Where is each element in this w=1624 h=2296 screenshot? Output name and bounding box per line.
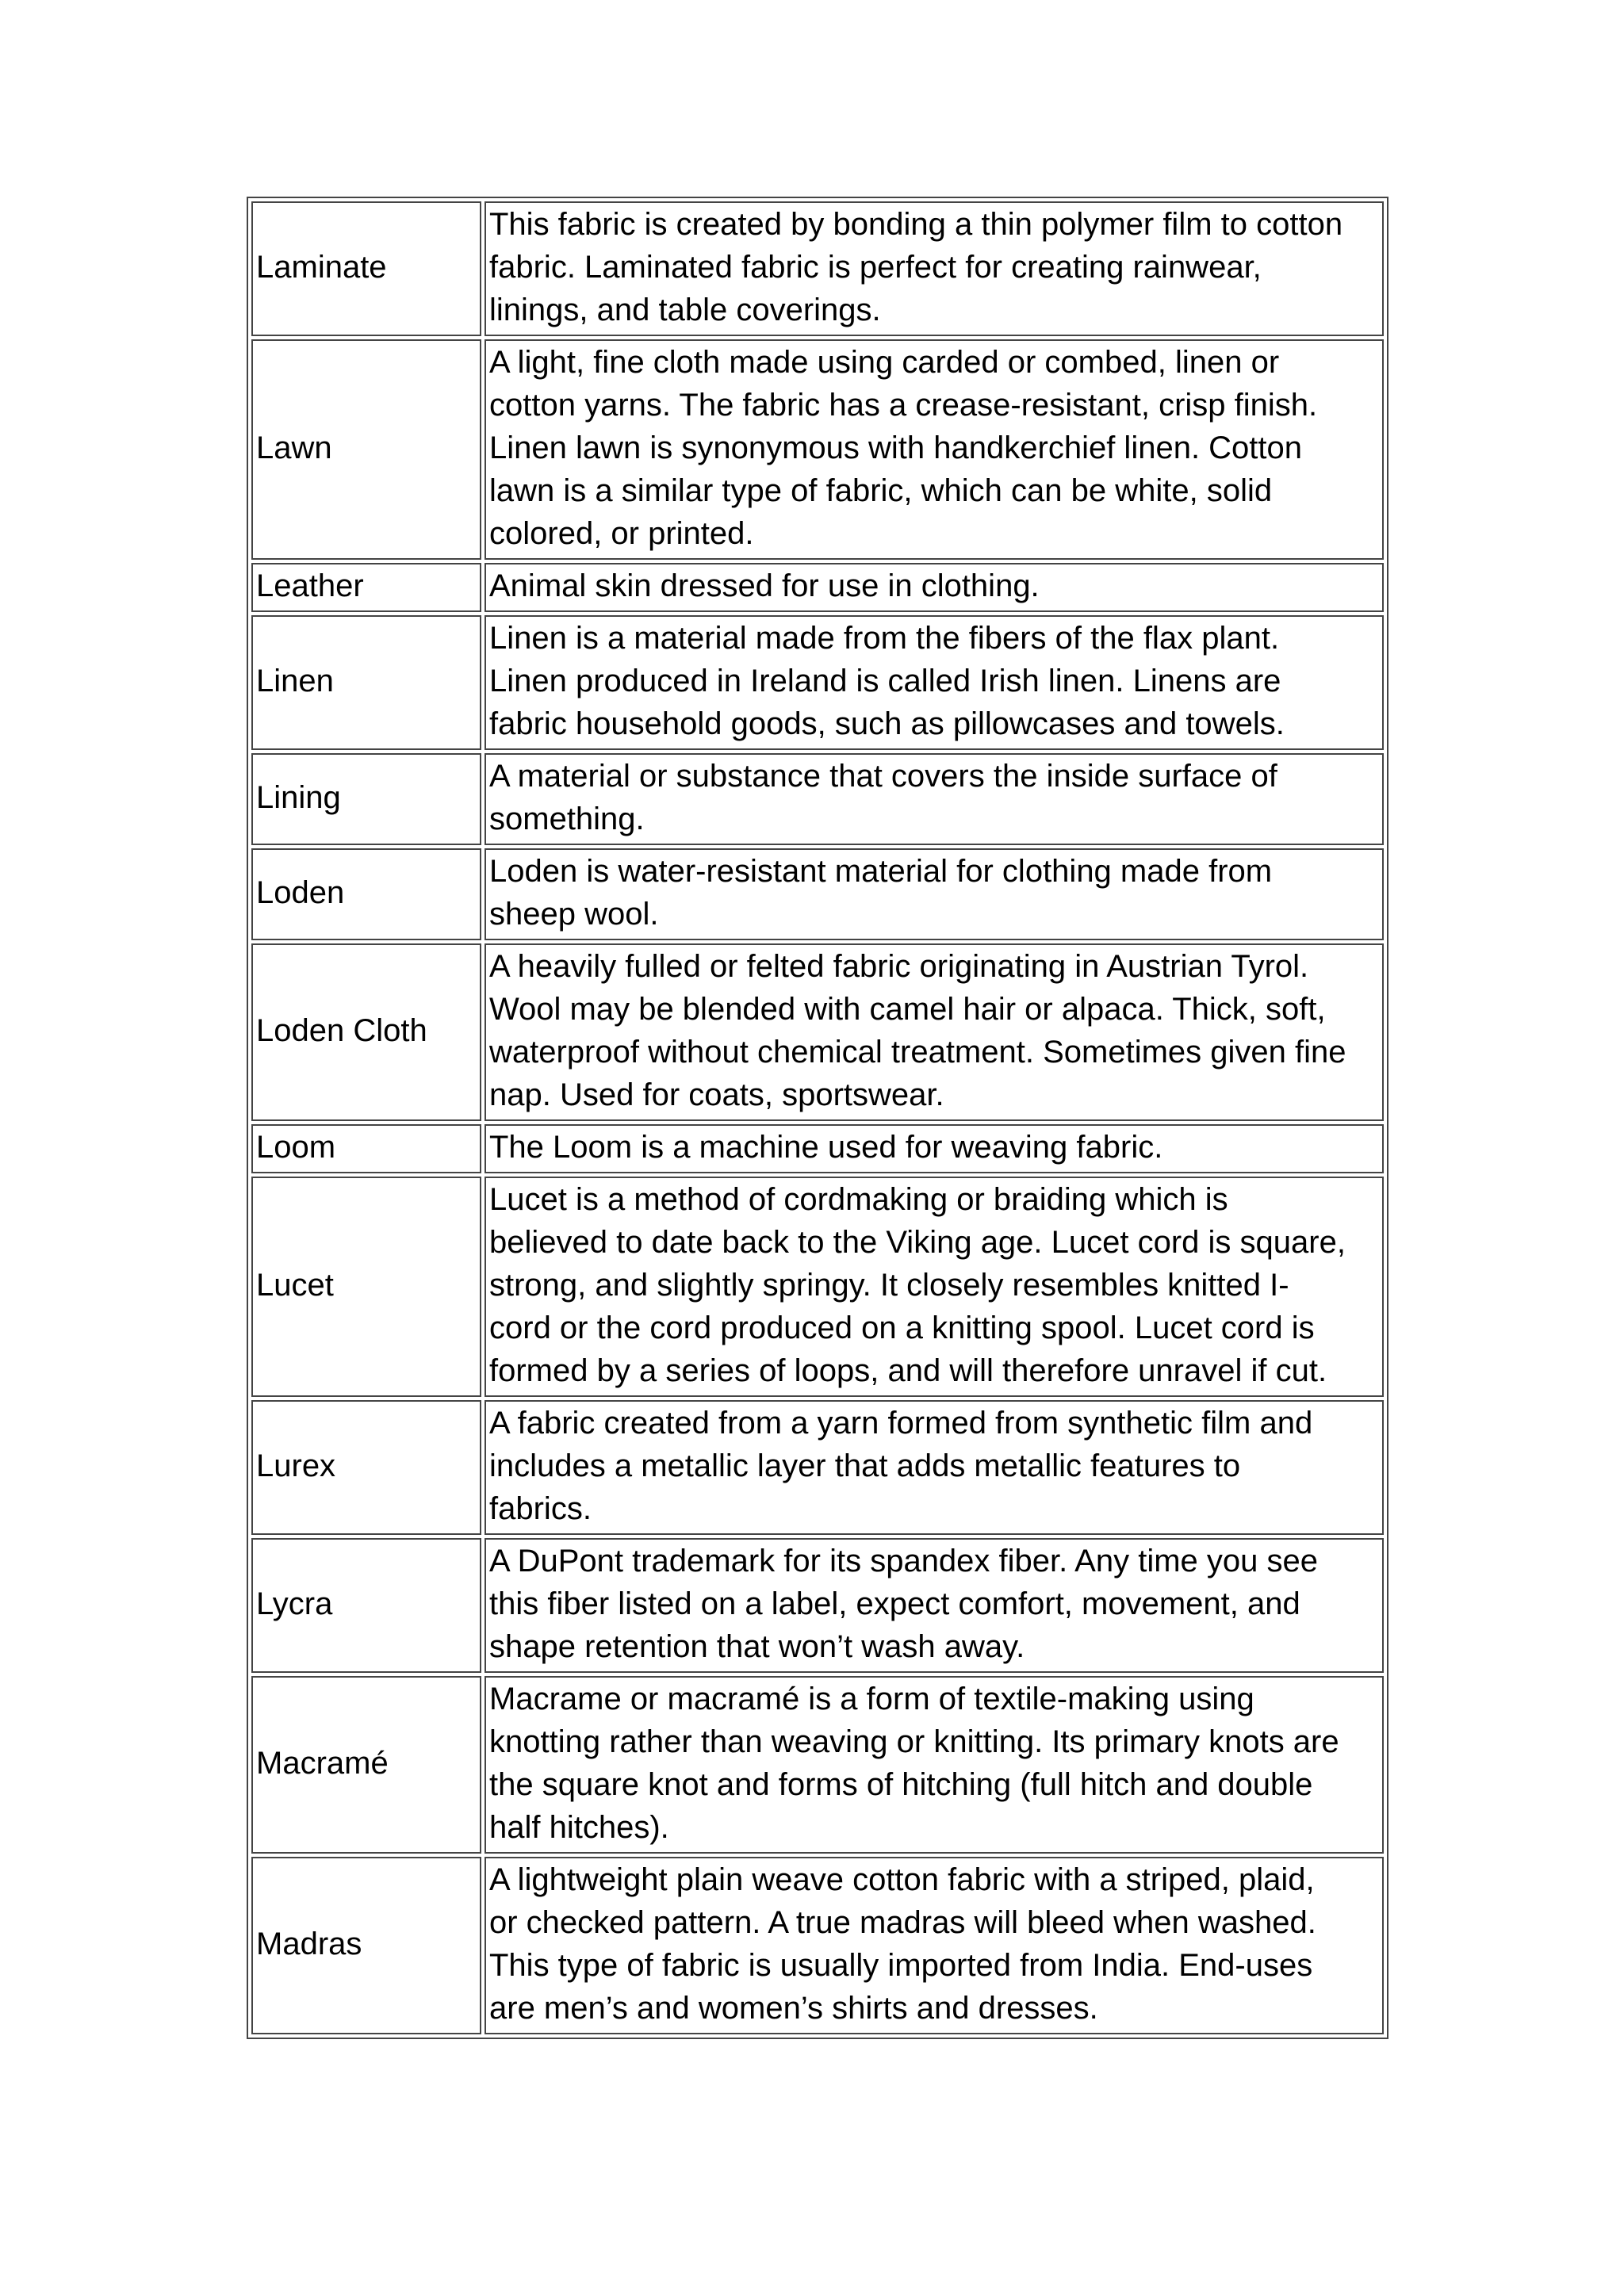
term-cell: Lycra xyxy=(251,1538,481,1673)
term-cell: Lining xyxy=(251,753,481,845)
definition-cell xyxy=(485,1124,1384,1173)
definition-line: A DuPont trademark for its spandex fiber. Any time you see xyxy=(489,1544,1318,1578)
table-row xyxy=(251,615,1384,750)
definition-line: Linen is a material made from the fibers of the flax plant. xyxy=(489,621,1280,656)
definition-line: or checked pattern. A true madras will bleed when washed. xyxy=(489,1905,1316,1940)
table-row xyxy=(251,753,1384,845)
definition-cell xyxy=(485,848,1384,940)
glossary-body xyxy=(251,201,1384,2034)
definition-cell xyxy=(485,563,1384,612)
definition-line: fabrics. xyxy=(489,1491,592,1526)
definition-line: sheep wool. xyxy=(489,897,659,932)
table-row xyxy=(251,1400,1384,1535)
definition-line: Macrame or macramé is a form of textile-making using xyxy=(489,1682,1254,1716)
term-cell: Loden Cloth xyxy=(251,943,481,1121)
definition-line: the square knot and forms of hitching (full hitch and double xyxy=(489,1767,1313,1802)
definition-cell xyxy=(485,1538,1384,1673)
term-cell: Loden xyxy=(251,848,481,940)
table-row xyxy=(251,1177,1384,1397)
definition-line: cord or the cord produced on a knitting spool. Lucet cord is xyxy=(489,1311,1315,1345)
definition-line: something. xyxy=(489,802,645,836)
definition-cell xyxy=(485,1400,1384,1535)
definition-line: A lightweight plain weave cotton fabric with a striped, plaid, xyxy=(489,1862,1315,1897)
definition-line: Lucet is a method of cordmaking or braiding which is xyxy=(489,1182,1228,1217)
definition-cell xyxy=(485,1676,1384,1854)
table-row xyxy=(251,339,1384,560)
definition-line: knotting rather than weaving or knitting. Its primary knots are xyxy=(489,1724,1339,1759)
definition-line: fabric household goods, such as pillowcases and towels. xyxy=(489,706,1285,741)
definition-line: A fabric created from a yarn formed from synthetic film and xyxy=(489,1406,1313,1441)
definition-line: A heavily fulled or felted fabric originating in Austrian Tyrol. xyxy=(489,949,1309,984)
definition-line: shape retention that won’t wash away. xyxy=(489,1629,1025,1664)
definition-line: linings, and table coverings. xyxy=(489,293,881,327)
definition-line: lawn is a similar type of fabric, which can be white, solid xyxy=(489,473,1273,508)
table-row xyxy=(251,1538,1384,1673)
definition-cell xyxy=(485,615,1384,750)
definition-line: Wool may be blended with camel hair or alpaca. Thick, soft, xyxy=(489,992,1326,1027)
term-cell: Linen xyxy=(251,615,481,750)
definition-line: strong, and slightly springy. It closely resembles knitted I- xyxy=(489,1268,1289,1303)
glossary-table xyxy=(247,197,1388,2039)
table-row xyxy=(251,848,1384,940)
definition-line: formed by a series of loops, and will therefore unravel if cut. xyxy=(489,1353,1327,1388)
term-cell: Laminate xyxy=(251,201,481,336)
definition-cell xyxy=(485,1857,1384,2034)
definition-line: believed to date back to the Viking age. Lucet cord is square, xyxy=(489,1225,1346,1260)
table-row xyxy=(251,1676,1384,1854)
definition-line: nap. Used for coats, sportswear. xyxy=(489,1077,944,1112)
table-row xyxy=(251,1857,1384,2034)
definition-line: colored, or printed. xyxy=(489,516,754,551)
term-cell: Madras xyxy=(251,1857,481,2034)
definition-line: are men’s and women’s shirts and dresses. xyxy=(489,1991,1098,2026)
definition-line: half hitches). xyxy=(489,1810,669,1845)
definition-cell xyxy=(485,943,1384,1121)
definition-line: fabric. Laminated fabric is perfect for creating rainwear, xyxy=(489,250,1262,285)
definition-cell xyxy=(485,1177,1384,1397)
definition-line: Linen produced in Ireland is called Irish linen. Linens are xyxy=(489,664,1281,698)
definition-line: includes a metallic layer that adds metallic features to xyxy=(489,1448,1241,1483)
definition-line: The Loom is a machine used for weaving fabric. xyxy=(489,1130,1163,1165)
definition-line: Loden is water-resistant material for clothing made from xyxy=(489,854,1273,889)
definition-line: Linen lawn is synonymous with handkerchief linen. Cotton xyxy=(489,430,1303,465)
definition-line: A light, fine cloth made using carded or combed, linen or xyxy=(489,345,1280,380)
table-row xyxy=(251,1124,1384,1173)
definition-line: This type of fabric is usually imported from India. End-uses xyxy=(489,1948,1313,1983)
term-cell: Lurex xyxy=(251,1400,481,1535)
definition-line: This fabric is created by bonding a thin polymer film to cotton xyxy=(489,207,1343,242)
definition-cell xyxy=(485,339,1384,560)
definition-cell xyxy=(485,201,1384,336)
definition-line: waterproof without chemical treatment. Sometimes given fine xyxy=(489,1035,1346,1070)
table-row xyxy=(251,943,1384,1121)
term-cell: Leather xyxy=(251,563,481,612)
definition-line: Animal skin dressed for use in clothing. xyxy=(489,568,1040,603)
definition-line: this fiber listed on a label, expect comfort, movement, and xyxy=(489,1586,1300,1621)
table-row xyxy=(251,563,1384,612)
definition-line: A material or substance that covers the inside surface of xyxy=(489,759,1277,794)
definition-cell xyxy=(485,753,1384,845)
table-row xyxy=(251,201,1384,336)
term-cell: Loom xyxy=(251,1124,481,1173)
definition-line: cotton yarns. The fabric has a crease-resistant, crisp finish. xyxy=(489,388,1318,423)
term-cell: Lucet xyxy=(251,1177,481,1397)
term-cell: Macramé xyxy=(251,1676,481,1854)
term-cell: Lawn xyxy=(251,339,481,560)
